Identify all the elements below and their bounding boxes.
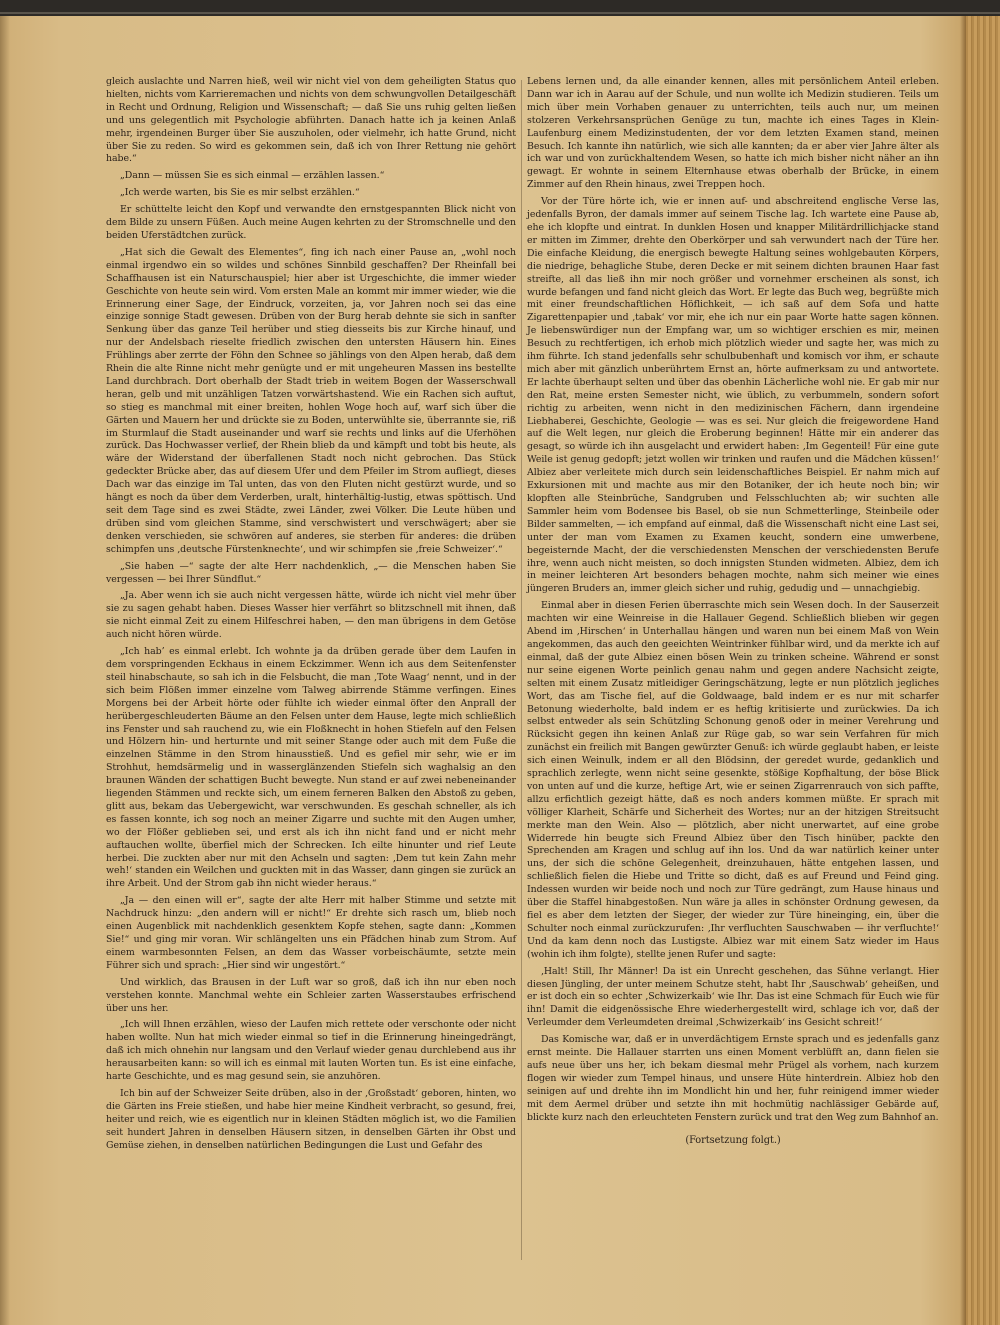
paragraph: Lebens lernen und, da alle einander kennen, alles mit persönlichem Anteil erleben. Dann war ich in Aarau auf der Schule, und nun wollte ich Medizin studieren. Teils um mich über mein Vorhaben genauer zu unterrichten, teils auch nur, um meinen stolzeren Verkehrsansprüchen Genüge zu tun, machte ich eines Tages in Klein-Laufenburg einem Medizinstudenten, der vor dem letzten Examen stand, meinen Besuch. Ich kannte ihn natürlich, wie sich alle kannten; da er aber vier Jahre älter als ich war und von zurückhaltendem Wesen, so hatte ich mich bisher nicht näher an ihn gewagt. Er wohnte in seinem Elternhause etwas oberhalb der Brücke, in einem Zimmer auf den Rhein hinaus, zwei Treppen hoch. [527,76,939,191]
paragraph: gleich auslachte und Narren hieß, weil wir nicht viel von dem geheiligten Status quo hielten, nichts vom Karrieremachen und nichts von dem schwungvollen Detailgeschäft in Recht und Ordnung, Religion und Wissenschaft; — daß Sie uns ruhig gelten ließen und uns gelegentlich mit Psychologie abführten. Danach hatte ich ja keinen Anlaß mehr, irgendeinen Burger über Sie auszuholen, oder vielmehr, ich hatte Grund, nicht über Sie zu reden. So wird es gekommen sein, daß ich von Ihrer Rettung nie gehört habe.“ [106,76,516,165]
paragraph: Das Komische war, daß er in unverdächtigem Ernste sprach und es jedenfalls ganz ernst meinte. Die Hallauer starrten uns einen Moment verblüfft an, dann fielen sie aufs neue über uns her, ich bekam diesmal mehr Prügel als vorhem, nach kurzem flogen wir wieder zum Tempel hinaus, und unsere Hüte hinterdrein. Albiez hob den seinigen auf und drehte ihn im Mondlicht hin und her, fuhr reinigend immer wieder mit dem Aermel drüber und setzte ihn mit hochmütig nachlässiger Gebärde auf, blickte kurz nach den erleuchteten Fenstern zurück und trat den Weg zum Bahnhof an. [527,1034,939,1123]
left-column [106,76,516,1157]
page-edge-shadow [0,16,10,1325]
right-column [527,76,939,1151]
paragraph: Er schüttelte leicht den Kopf und verwandte den ernstgespannten Blick nicht von dem Bilde zu unsern Füßen. Auch meine Augen kehrten zu der Stromschnelle und den beiden Uferstädtchen zurück. [106,204,516,241]
column-divider [521,80,522,1260]
paragraph: „Ich will Ihnen erzählen, wieso der Laufen mich rettete oder verschonte oder nicht haben wollte. Nun hat mich wieder einmal so tief in die Erinnerung hineingedrängt, daß ich mich ohnehin nur langsam und den Verlauf wieder genau durchlebend aus ihr herausarbeiten kann: so will ich es einmal mit lauten Worten tun. Es ist eine einfache, harte Geschichte, und es mag gesund sein, sie anzuhören. [106,1019,516,1083]
paragraph: Vor der Türe hörte ich, wie er innen auf- und abschreitend englische Verse las, jedenfalls Byron, der damals immer auf seinem Tische lag. Ich wartete eine Pause ab, ehe ich klopfte und eintrat. In dunklen Hosen und knapper Militärdrillichjacke stand er mitten im Zimmer, drehte den Oberkörper und sah verwundert nach der Türe her. Die einfache Kleidung, die energisch bewegte Haltung seines wohlgebauten Körpers, die niedrige, behagliche Stube, deren Decke er mit seinem dichten braunen Haar fast streifte, all das ließ ihn mir noch größer und vornehmer erscheinen als sonst, ich wurde befangen und fand nicht gleich das Wort. Er legte das Buch weg, begrüßte mich mit einer freundschaftlichen Höflichkeit, — ich saß auf dem Sofa und hatte Zigarettenpapier und ‚tabak‘ vor mir, ehe ich nur ein paar Worte hatte sagen können. Je liebenswürdiger nun der Empfang war, um so wichtiger erschien es mir, meinen Besuch zu rechtfertigen, ich erhob mich plötzlich wieder und sagte her, was mich zu ihm führte. Ich stand jedenfalls sehr schulbubenhaft und komisch vor ihm, er schaute mich aber mit gänzlich unberührtem Ernst an, hörte aufmerksam zu und antwortete. Er lachte überhaupt selten und über das obenhin Lächerliche wohl nie. Er gab mir nur den Rat, meine ersten Semester nicht, wie üblich, zu verbummeln, sondern sofort richtig zu arbeiten, wenn nicht in den medizinischen Fächern, dann irgendeine Liebhaberei, Geschichte, Geologie — was es sei. Nur gleich die freigewordene Hand auf die Welt legen, nur gleich die Eroberung beginnen! Hätte mir ein anderer das gesagt, so würde ich ihn ausgelacht und erwidert haben: ‚Im Gegenteil! Für eine gute Weile ist genug gedopft; jetzt wollen wir trinken und raufen und die Mädchen küssen!‘ Albiez aber verleitete mich durch sein leidenschaftliches Beispiel. Er nahm mich auf Exkursionen mit und machte aus mir den Botaniker, der ich heute noch bin; wir klopften alle Steinbrüche, Sandgruben und Felsschluchten ab; wir suchten alle Sammler heim vom Bodensee bis Basel, ob sie nun Schmetterlinge, Steinbeile oder Bilder sammelten, — ich empfand auf einmal, daß die Wissenschaft nicht eine Last sei, unter der man vom Examen zu Examen keucht, sondern eine umwerbene, begeisternde Macht, der die verschiedensten Menschen der verschiedensten Berufe ihre, wenn auch nicht meisten, so doch innigsten Stunden widmeten. Albiez, dem ich in meiner leichteren Art besonders behagen mochte, nahm sich meiner wie eines jüngeren Bruders an, immer gleich sicher und ruhig, gedudig und — unnachgiebig. [527,196,939,595]
paragraph: ‚Halt! Still, Ihr Männer! Da ist ein Unrecht geschehen, das Sühne verlangt. Hier diesen Jüngling, der unter meinem Schutze steht, habt Ihr ‚Sauschwab‘ geheißen, und er ist doch ein so echter ‚Schwizerkaib‘ wie Ihr. Das ist eine Schmach für Euch wie für ihn! Damit die eidgenössische Ehre wiederhergestellt wird, schlage ich vor, daß der Verleumder dem Verleumdeten dreimal ‚Schwizerkaib‘ ins Gesicht schreit!‘ [527,965,939,1029]
paragraph: „Hat sich die Gewalt des Elementes“, fing ich nach einer Pause an, „wohl noch einmal irgendwo ein so wildes und schönes Sinnbild geschaffen? Der Rheinfall bei Schaffhausen ist ein Naturschauspiel; hier aber ist Urgeschichte, die immer wieder Geschichte von heute sein wird. Vom ersten Male an kommt mir immer wieder, wie die Erinnerung einer Sage, der Eindruck, vorzeiten, ja, vor Jahren noch sei das eine einzige sonnige Stadt gewesen. Drüben von der Burg herab dehnte sie sich in sanfter Senkung über das ganze Teil herüber und stieg diesseits bis zur Kirche hinauf, und nur der Andelsbach rieselte friedlich zwischen den untersten Häusern hin. Eines Frühlings aber zerrte der Föhn den Schnee so jählings von den Alpen herab, daß dem Rhein die alte Rinne nicht mehr genügte und er mit ungeheuren Massen ins bestellte Land durchbrach. Dort oberhalb der Stadt trieb in weitem Bogen der Wasserschwall heran, gelb und mit unzähligen Tatzen vorwärtshastend. Wie ein Rachen sich auftut, so stieg es manchmal mit einer breiten, hohlen Woge hoch auf, warf sich über die Gärten und Mauern her und drückte sie zu Boden, unterwühlte sie, überrannte sie, riß im Sturmlauf die Stadt auseinander und warf sie rechts und links auf die Uferhöhen zurück. Das Hochwasser verlief, der Rhein blieb da und kämpft und tobt bis heute, als wäre der Widerstand der überfallenen Stadt noch nicht gebrochen. Das Stück gedeckter Brücke aber, das auf diesem Ufer und dem Pfeiler im Strom aufliegt, dieses Dach war das einzige im Tal unten, das von den Fluten nicht gestürzt wurde, und so hängt es noch da über dem Verderben, uralt, hinterhältig-lustig, etwas spöttisch. Und seit dem Tage sind es zwei Städte, zwei Länder, zwei Völker. Die Leute hüben und drüben sind vom gleichen Stamme, sind verschwistert und verschwägert; aber sie denken verschieden, sie schwören auf anderes, sie sterben für anderes: die drüben schimpfen uns ‚deutsche Fürstenknechte‘, und wir schimpfen sie ‚freie Schweizer‘.“ [106,246,516,555]
paragraph: „Ja — den einen will er“, sagte der alte Herr mit halber Stimme und setzte mit Nachdruck hinzu: „den andern will er nicht!“ Er drehte sich rasch um, blieb noch einen Augenblick mit nachdenklich gesenktem Kopfe stehen, sagte dann: „Kommen Sie!“ und ging mir voran. Wir schlängelten uns ein Pfädchen hinab zum Strom. Auf einem warmbesonnten Felsen, an dem das Wasser vorbeischäumte, setzte mein Führer sich und sprach: „Hier sind wir ungestört.“ [106,895,516,971]
paragraph: Ich bin auf der Schweizer Seite drüben, also in der ‚Großstadt‘ geboren, hinten, wo die Gärten ins Freie stießen, und habe hier meine Kindheit verbracht, so gesund, frei, heiter und reich, wie es eigentlich nur in kleinen Städten möglich ist, wo die Familien seit hundert Jahren in denselben Häusern sitzen, in denselben Gärten ihr Obst und Gemüse ziehen, in denselben natürlichen Bedingungen die Lust und Gefahr des [106,1087,516,1151]
top-border [0,0,1000,16]
paragraph: „Ich werde warten, bis Sie es mir selbst erzählen.“ [120,187,360,199]
paragraph: Und wirklich, das Brausen in der Luft war so groß, daß ich ihn nur eben noch verstehen konnte. Manchmal wehte ein Schleier zarten Wasserstaubes erfrischend über uns her. [106,976,516,1014]
paragraph: Einmal aber in diesen Ferien überraschte mich sein Wesen doch. In der Sauserzeit machten wir eine Weinreise in die Hallauer Gegend. Schließlich blieben wir gegen Abend im ‚Hirschen‘ in Unterhallau hängen und waren nun bei einem Maß von Wein angekommen, das auch den geeichten Weintrinker fühlbar wird, und da merkte ich auf einmal, daß der gute Albiez einen bösen Wein zu trinken scheine. Während er sonst nur seine eigenen Worte peinlich genau nahm und gegen andere Nachsicht zeigte, selten mit einem Zusatz mitleidiger Geringschätzung, legte er nun plötzlich jegliches Wort, das am Tische fiel, auf die Goldwaage, bald indem er es nur mit scharfer Betonung wiederholte, bald indem er es heftig kritisierte und zurückwies. Da ich selbst entweder als sein Schützling Schonung genoß oder in meiner Verehrung und Rücksicht gegen ihn keinen Anlaß zur Rüge gab, so war sein Verfahren für mich zunächst ein freilich mit Bangen gewürzter Genuß: ich würde geglaubt haben, er leiste sich einen Weinulk, indem er all den Blödsinn, der geredet wurde, gedanklich und sprachlich zerlegte, wenn nicht seine gesenkte, stößige Kopfhaltung, der böse Blick von unten auf und die kurze, heftige Art, wie er seinen Zigarrenrauch von sich paffte, allzu erfichtlich gezeigt hätte, daß es noch anders kommen müßte. Er sprach mit völliger Klarheit, Schärfe und Sicherheit des Wortes; nur an der hitzigen Streitsucht merkte man den Wein. Also — plötzlich, aber nicht unerwartet, auf eine grobe Widerrede hin beugte sich Freund Albiez über den Tisch hinüber, packte den Sprechenden am Kragen und schlug auf ihn los. Und da war natürlich keiner unter uns, der sich die schöne Gelegenheit, dreinzuhauen, hätte entgehen lassen, und schließlich fielen die Hiebe und Tritte so dicht, daß es auf Freund und Feind ging. Indessen wurden wir beide noch und noch zur Türe gedrängt, zum Hause hinaus und über die Staffel hinabgestoßen. Nun wäre ja alles in schönster Ordnung gewesen, da fiel es aber dem letzten der Sieger, der wieder zur Türe hineinging, ein, über die Schulter noch einmal zurückzurufen: ‚Ihr verfluchten Sauschwaben — ihr verfluchte!‘ Und da kam denn noch das Lustigste. Albiez war mit einem Satz wieder im Haus (wohin ich ihm folgte), stellte jenen Rufer und sagte: [527,600,939,960]
paragraph: „Ja. Aber wenn ich sie auch nicht vergessen hätte, würde ich nicht viel mehr über sie zu sagen gehabt haben. Dieses Wasser hier verfährt so blitzschnell mit ihnen, daß sie nicht einmal Zeit zu einem Hilfeschrei haben, — den man übrigens in dem Getöse auch nicht hören würde. [106,590,516,641]
paragraph: „Ich hab’ es einmal erlebt. Ich wohnte ja da drüben gerade über dem Laufen in dem vorspringenden Eckhaus in einem Eckzimmer. Wenn ich aus dem Seitenfenster steil hinabschaute, so sah ich in die Felsbucht, die man ‚Tote Waag‘ nennt, und in der sich beim Flößen immer einzelne vom Talweg abirrende Stämme verfingen. Eines Morgens bei der Arbeit hörte oder fühlte ich wieder einmal öfter den Anprall der herübergeschleuderten Bäume an den Felsen unter dem Hause, legte mich schließlich ins Fenster und sah rauchend zu, wie ein Floßknecht in hohen Stiefeln auf den Felsen und Hölzern hin- und herturnte und mit seiner Stange oder auch mit dem Fuße die einzelnen Stämme in den Strom hinausstieß. Und es gefiel mir sehr, wie er im Strohhut, hemdsärmelig und in wasserglänzenden Stiefeln sich waghalsig an den braunen Wänden der schattigen Bucht bewegte. Nun stand er auf zwei nebeneinander liegenden Stämmen und reckte sich, um einem ferneren Balken den Abstoß zu geben, glitt aus, bekam das Uebergewicht, war verschwunden. Es geschah schneller, als ich es fassen konnte, ich sog noch an meiner Zigarre und suchte mit den Augen umher, wo der Flößer geblieben sei, und erst als ich ihn nicht fand und er nicht mehr auftauchen wollte, überfiel mich der Schrecken. Ich eilte hinunter und rief Leute herbei. Die zuckten aber nur mit den Achseln und sagten: ‚Dem tut kein Zahn mehr weh!‘ standen ein Weilchen und guckten mit in das Wasser, dann gingen sie zurück an ihre Arbeit. Und der Strom gab ihn nicht wieder heraus.“ [106,646,516,890]
continuation-note: (Fortsetzung folgt.) [685,1134,781,1146]
book-binding [966,16,1000,1325]
paragraph: „Sie haben —“ sagte der alte Herr nachdenklich, „— die Menschen haben Sie vergessen — bei Ihrer Sündflut.“ [106,560,516,585]
paragraph: „Dann — müssen Sie es sich einmal — erzählen lassen.“ [120,170,385,182]
